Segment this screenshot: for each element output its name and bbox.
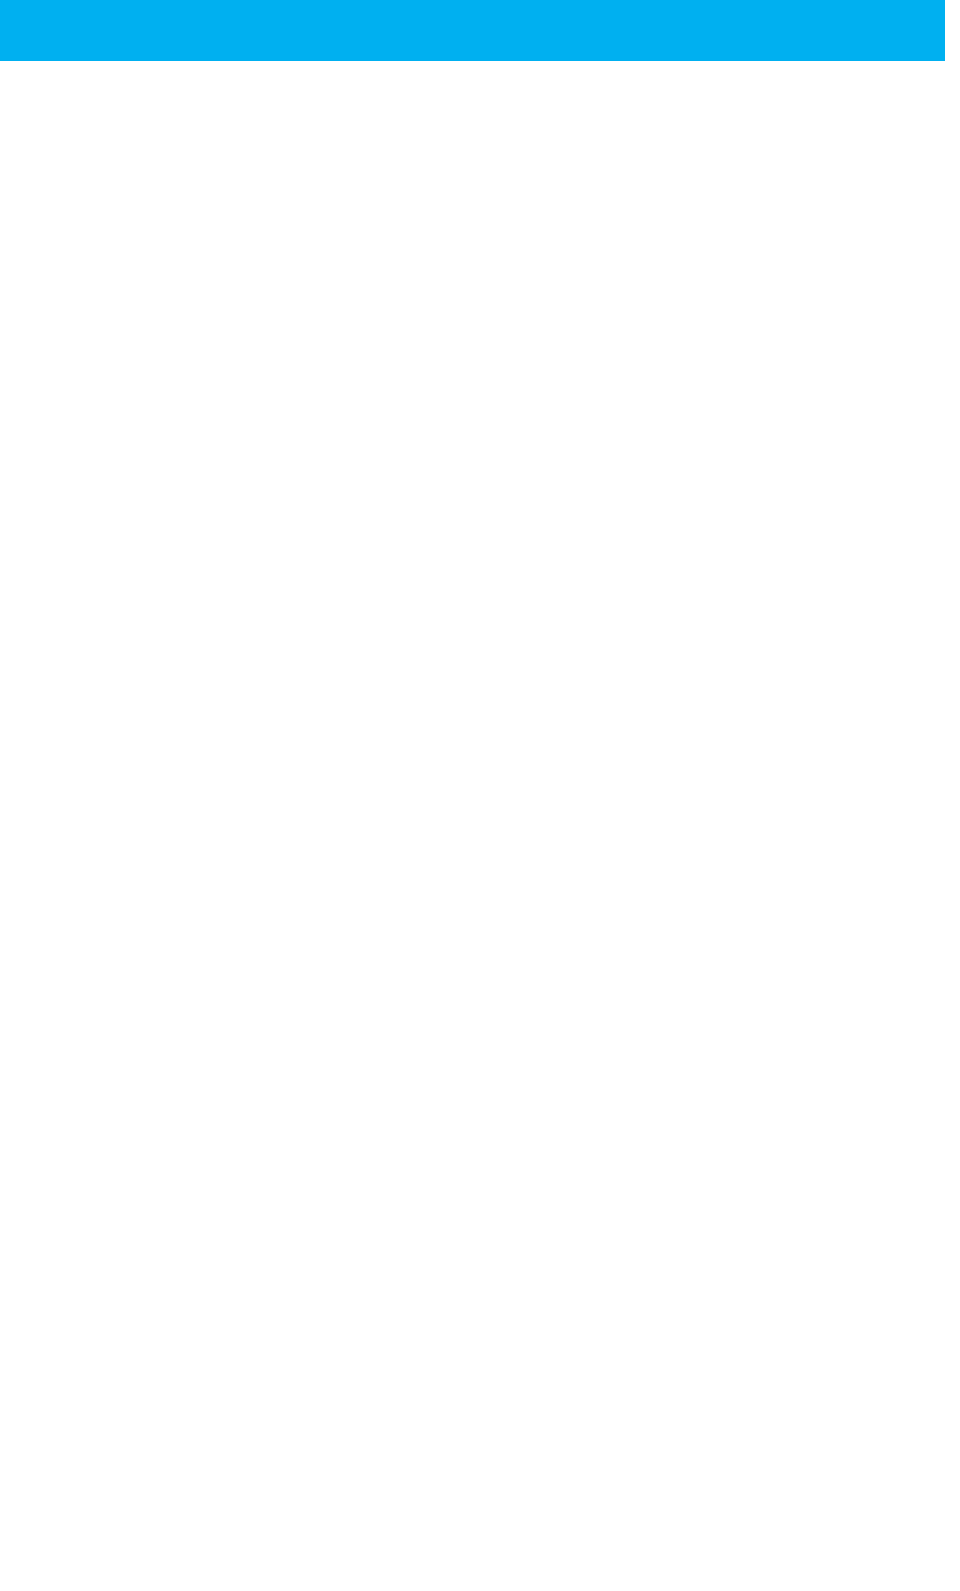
report-header [0, 0, 945, 61]
